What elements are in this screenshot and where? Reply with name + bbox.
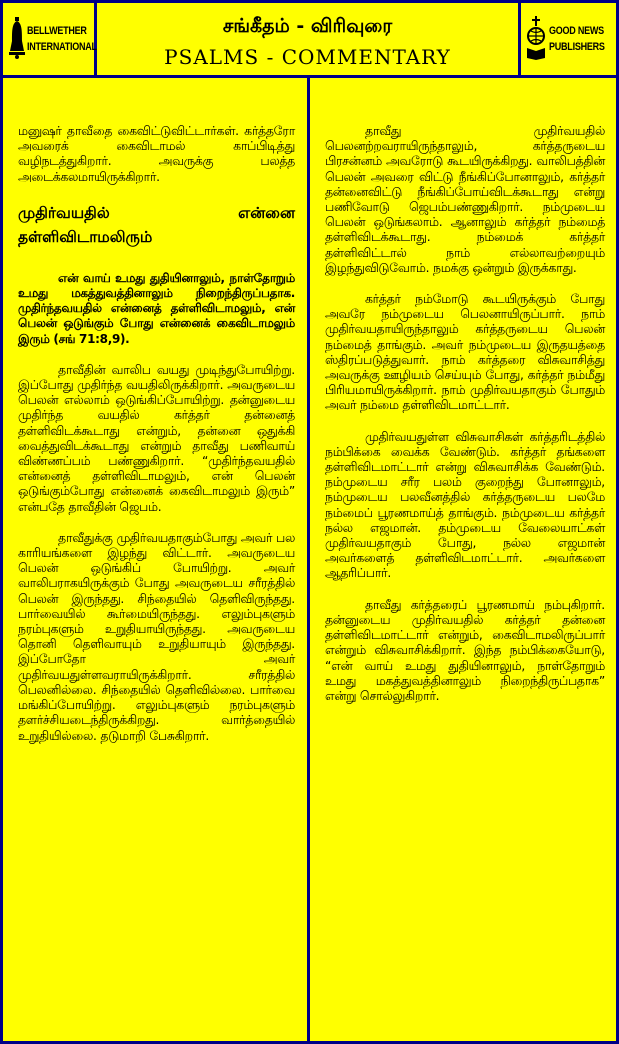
left-paragraph-2: தாவீதின் வாலிப வயது முடிந்துபோயிற்று. இப்போது முதிர்ந்த வயதிலிருக்கிறார். அவருடைய பெலன் எல்லாம் ஒடுங்கிப்போயிற்று. தன்னுடைய முதிர்ந்த வயதில் கர்த்தர் தன்னைத் தள்ளிவிடக்கூடாது என்றும், தன்னை ஒதுக்கி வைத்துவிடக்கூடாது என்றும் தாவீது பணிவாய் விண்ணப்பம் பண்ணுகிறார். “முதிர்ந்தவயதில் என்னைத் தள்ளிவிடாமலும், என் பெலன் ஒடுங்கும்போது என்னைக் கைவிடாமலும் இரும்” என்பதே தாவீதின் ஜெபம்.: [18, 362, 295, 514]
page-title-english: PSALMS - COMMENTARY: [164, 45, 451, 69]
globe-book-icon: [527, 16, 545, 60]
bell-icon: [9, 17, 25, 59]
right-paragraph-1: தாவீது முதிர்வயதில் பெலனற்றவராயிருந்தாலும், கர்த்தருடைய பிரசன்னம் அவரோடு கூடயிருக்கிறது. வாலிபத்தின் பெலன் அவரை விட்டு நீங்கிப்போனாலும், கர்த்தர் தன்னைவிட்டு நீங்கிப்போய்விடக்கூடாது என்று பணிவோடு ஜெபம்பண்ணுகிறார். நம்முடைய பெலன் ஒடுங்கலாம். ஆனாலும் கர்த்தர் நம்மைத் தள்ளிவிடக்கூடாது. நம்மைக் கர்த்தர் தள்ளிவிட்டால் நாம் எல்லாவற்றையும் இழந்துவிடுவோம். நமக்கு ஒன்றும் இருக்காது.: [325, 124, 605, 275]
scripture-verse: என் வாய் உமது துதியினாலும், நாள்தோறும் உமது மகத்துவத்தினாலும் நிறைந்திருப்பதாக. முதிர்ந்தவயதில் என்னைத் தள்ளிவிடாமலும், என் பெலன் ஒடுங்கும் போது என்னைக் கைவிடாமலும் இரும் (சங் 71:8,9).: [18, 270, 295, 346]
publisher-logo-right: [518, 3, 616, 75]
right-column: [310, 78, 616, 1041]
right-paragraph-3: முதிர்வயதுள்ள விசுவாசிகள் கர்த்தரிடத்தில் நம்பிக்கை வைக்க வேண்டும். கர்த்தர் தங்களை தள்ளிவிடமாட்டார் என்று விசுவாசிக்க வேண்டும். நம்முடைய சரீர பலம் குறைந்து போனாலும், நம்முடைய பலவீனத்தில் கர்த்தருடைய பலமே நம்மைப் பூரணமாய்த் தாங்கும். நம்முடைய கர்த்தர் நல்ல எஜமான். தம்முடைய வேலையாட்கள் முதிர்வயதாகும் போது, நல்ல எஜமான் அவர்களைத் தள்ளிவிடமாட்டார். அவர்களை ஆதரிப்பார்.: [325, 429, 605, 581]
right-paragraph-4: தாவீது கர்த்தரைப் பூரணமாய் நம்புகிறார். தன்னுடைய முதிர்வயதில் கர்த்தர் தன்னை தள்ளிவிடமாட்டார் என்றும், கைவிடாமலிருப்பார் என்றும் விசுவாசிக்கிறார். இந்த நம்பிக்கையோடு, “என் வாய் உமது துதியினாலும், நாள்தோறும் உமது மகத்துவத்தினாலும் நிறைந்திருப்பதாக” என்று சொல்லுகிறார்.: [325, 597, 605, 703]
logo-right-line1: GOOD NEWS: [549, 25, 604, 37]
logo-right-line2: PUBLISHERS: [549, 41, 605, 53]
page-title-tamil: சங்கீதம் - விரிவுரை: [222, 15, 393, 37]
left-paragraph-3: தாவீதுக்கு முதிர்வயதாகும்போது அவர் பல காரியங்களை இழந்து விட்டார். அவருடைய பெலன் ஒடுங்கிப் போயிற்று. அவர் வாலிபராகயிருக்கும் போது அவருடைய சரீரத்தில் பெலன் இருந்தது. சிந்தையில் தெளிவிருந்தது. பார்வையில் கூர்மையிருந்தது. எலும்புகளும் நரம்புகளும் உறுதியாயிருந்தது. அவருடைய தொனி தெளிவாயும் உறுதியாயும் இருந்தது. இப்போதோ அவர் முதிர்வயதுள்ளவராயிருக்கிறார். சரீரத்தில் பெலனில்லை. சிந்தையில் தெளிவில்லை. பார்வை மங்கிப்போயிற்று. எலும்புகளும் நரம்புகளும் தளர்ச்சியடைந்திருக்கிறது. வார்த்தையில் உறுதியில்லை. தடுமாறி பேசுகிறார்.: [18, 530, 295, 743]
section-heading: முதிர்வயதில் என்னை தள்ளிவிடாமலிரும்: [18, 203, 295, 246]
left-column: [3, 78, 307, 1041]
left-paragraph-1: மனுஷர் தாவீதை கைவிட்டுவிட்டார்கள். கர்த்தரோ அவரைக் கைவிடாமல் காப்பிடித்து வழிநடத்துகிறார். அவருக்கு பலத்த அடைக்கலமாயிருக்கிறார்.: [18, 124, 295, 184]
publisher-logo-left: [3, 3, 97, 75]
right-paragraph-2: கர்த்தர் நம்மோடு கூடயிருக்கும் போது அவரே நம்முடைய பெலனாயிருப்பார். நாம் முதிர்வயதாயிருந்தாலும் கர்த்தருடைய பெலன் நம்மைத் தாங்கும். அவர் நம்முடைய இருதயத்தை ஸ்திரப்படுத்துவார். நாம் கர்த்தரை விசுவாசித்து அவருக்கு ஊழியம் செய்யும் போது, கர்த்தர் நம்மீது பிரியமாயிருக்கிறார். நாம் முதிர்வயதாகும் போதும் அவர் நம்மை தள்ளிவிடமாட்டார்.: [325, 292, 605, 413]
header-banner: [3, 3, 616, 75]
logo-left-line1: BELLWETHER: [27, 25, 87, 37]
logo-left-line2: INTERNATIONAL: [27, 41, 97, 53]
title-block: [97, 3, 518, 75]
